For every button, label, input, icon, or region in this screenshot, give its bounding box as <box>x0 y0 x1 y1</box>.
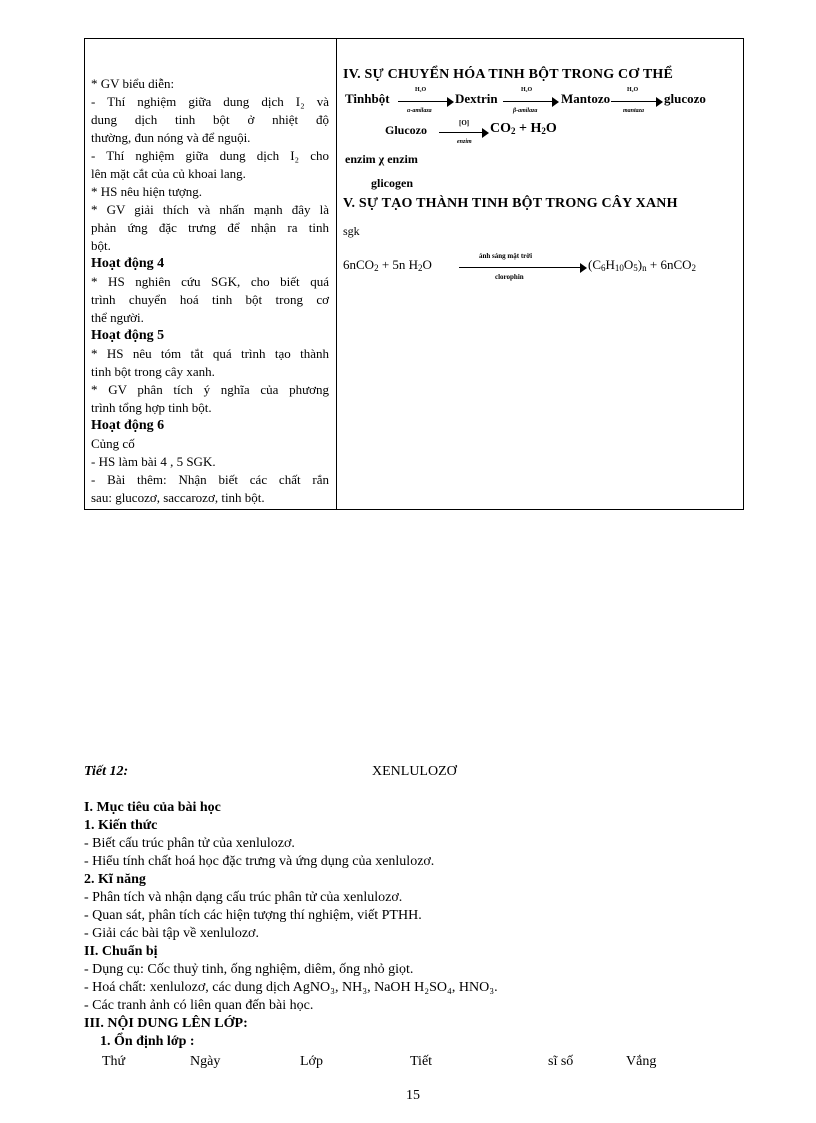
enzim-line: enzim χ enzim <box>345 152 418 166</box>
activity-line: thường, đun nóng và để nguội. <box>91 130 251 145</box>
photo-rhs: $(C_6H_{10}O_5)_n + 6nCO_2$ <box>588 257 697 273</box>
arrow-2-bottom: β-amilaza <box>513 108 538 114</box>
photo-lhs: 6nCO$_2$ + 5n $H_2O$ <box>343 257 432 273</box>
activity-line: - Bài thêm: Nhận biết các chất rắn <box>91 472 329 487</box>
section-heading: I. Mục tiêu của bài học <box>84 800 221 815</box>
activity-line: bột. <box>91 238 111 253</box>
activity-line: dung dịch tinh bột ở nhiệt độ <box>91 112 329 127</box>
section-heading: II. Chuẩn bị <box>84 944 158 959</box>
section-heading: 1. Ổn định lớp : <box>100 1034 195 1049</box>
activity-line: * HS nêu tóm tắt quá trình tạo thành <box>91 346 329 361</box>
activity-line: thể người. <box>91 310 144 325</box>
activity-line: * HS nêu hiện tượng. <box>91 184 203 199</box>
section-line: - Hiểu tính chất hoá học đặc trưng và ứng dụng của xenlulozơ. <box>84 854 435 869</box>
arrow-2-top: H₂O <box>521 87 533 93</box>
activity-line: - Thí nghiệm giữa dung dịch I₂ cho <box>91 148 329 163</box>
activity-line: - HS làm bài 4 , 5 SGK. <box>91 454 216 469</box>
arrow-ox-top: [O] <box>459 119 470 127</box>
activity-line: lên mặt cắt của củ khoai lang. <box>91 166 246 181</box>
glicogen-label: glicogen <box>371 176 413 190</box>
arrow-3-top: H₂O <box>627 87 639 93</box>
activity-line: * HS nghiên cứu SGK, cho biết quá <box>91 274 329 289</box>
chain-tinhbot: Tinhbột <box>345 91 390 106</box>
section-line: - Giải các bài tập về xenlulozơ. <box>84 926 259 941</box>
lesson-label: Tiết 12: <box>84 764 129 779</box>
arrow-3 <box>611 97 663 107</box>
arrow-photo <box>459 263 587 273</box>
arrow-2 <box>503 97 559 107</box>
heading-v: V. SỰ TẠO THÀNH TINH BỘT TRONG CÂY XANH <box>343 196 678 211</box>
activity-line: - Thí nghiệm giữa dung dịch I₂ và <box>91 94 329 109</box>
page-number: 15 <box>406 1088 420 1103</box>
column-divider <box>336 39 337 509</box>
ox-glucozo: Glucozo <box>385 123 427 137</box>
chain-mantozo: Mantozo <box>561 91 611 106</box>
arrow-1-bottom: α-amilaza <box>407 108 432 114</box>
activity-heading: Hoạt động 5 <box>91 328 165 343</box>
arrow-photo-bottom: clorophin <box>495 273 524 281</box>
chain-dextrin: Dextrin <box>455 91 498 106</box>
section-line: - Các tranh ảnh có liên quan đến bài học. <box>84 998 314 1013</box>
chain-glucozo: glucozo <box>664 91 706 106</box>
arrow-ox <box>439 128 489 138</box>
attendance-column: Lớp <box>300 1054 323 1069</box>
attendance-column: Tiết <box>410 1054 433 1069</box>
arrow-3-bottom: mantaza <box>623 108 645 114</box>
section-line: - Dụng cụ: Cốc thuỷ tinh, ống nghiệm, diêm, ống nhỏ giọt. <box>84 962 414 977</box>
lesson-table <box>84 38 744 510</box>
heading-iv: IV. SỰ CHUYỂN HÓA TINH BỘT TRONG CƠ THỂ <box>343 67 674 82</box>
activity-line: trình chuyển hoá tinh bột trong cơ <box>91 292 329 307</box>
section-line: - Hoá chất: xenlulozơ, các dung dịch AgNO₃, NH₃, NaOH H₂SO₄, HNO₃. <box>84 980 498 995</box>
activity-heading: Hoạt động 4 <box>91 256 165 271</box>
section-heading: 2. Kĩ năng <box>84 872 146 887</box>
arrow-photo-top: ánh sáng mặt trời <box>479 252 533 260</box>
attendance-column: sĩ số <box>548 1054 574 1069</box>
section-line: - Phân tích và nhận dạng cấu trúc phân tử của xenlulozơ. <box>84 890 403 905</box>
activity-line: * GV phân tích ý nghĩa của phương <box>91 382 329 397</box>
section-heading: III. NỘI DUNG LÊN LỚP: <box>84 1016 248 1031</box>
activity-line: * GV biểu diễn: <box>91 76 175 91</box>
sgk-note: sgk <box>343 224 360 238</box>
activity-line: sau: glucozơ, saccarozơ, tinh bột. <box>91 490 265 505</box>
activity-line: * GV giải thích và nhấn mạnh đây là <box>91 202 329 217</box>
attendance-column: Thứ <box>102 1054 126 1069</box>
activities-column <box>91 75 329 507</box>
attendance-column: Ngày <box>190 1054 221 1069</box>
activity-heading: Hoạt động 6 <box>91 418 165 433</box>
arrow-1-top: H₂O <box>415 87 427 93</box>
lesson-title: XENLULOZƠ <box>372 764 457 779</box>
activity-line: phản ứng đặc trưng để nhận ra tinh <box>91 220 329 235</box>
section-heading: 1. Kiến thức <box>84 818 158 833</box>
activity-line: Củng cố <box>91 436 135 451</box>
activity-line: trình tổng hợp tinh bột. <box>91 400 212 415</box>
arrow-ox-bottom: enzim <box>457 139 472 145</box>
activity-line: tinh bột trong cây xanh. <box>91 364 215 379</box>
ox-products: $CO_2 + H_2O$ <box>490 121 557 136</box>
attendance-column: Vắng <box>626 1054 657 1069</box>
arrow-1 <box>398 97 454 107</box>
section-line: - Quan sát, phân tích các hiện tượng thí nghiệm, viết PTHH. <box>84 908 422 923</box>
section-line: - Biết cấu trúc phân tử của xenlulozơ. <box>84 836 295 851</box>
